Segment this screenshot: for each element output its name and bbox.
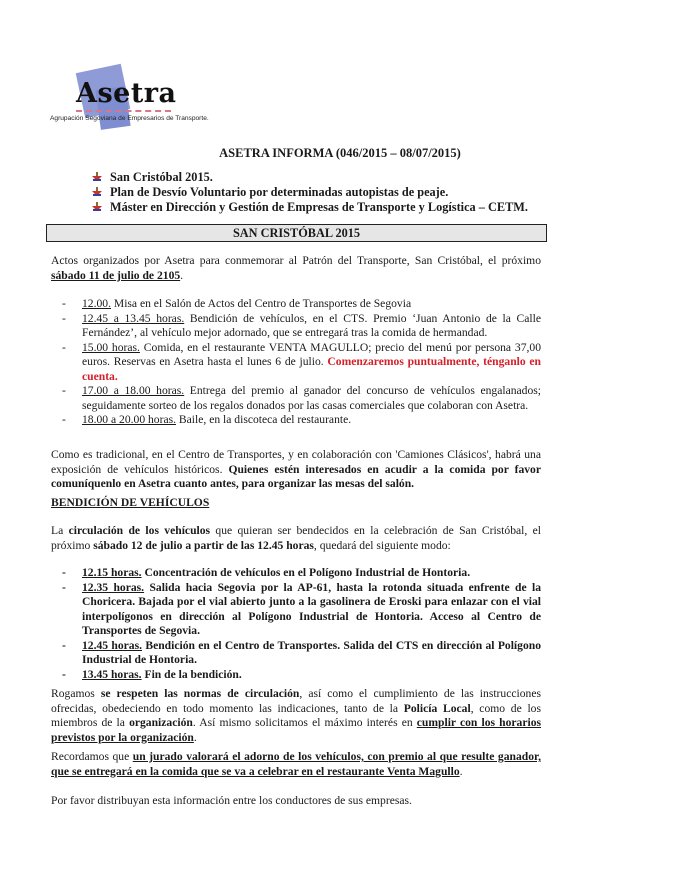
schedule-time: 12.00. <box>82 297 111 310</box>
step-text: Fin de la bendición. <box>141 667 242 681</box>
reminder-text: . <box>459 764 463 778</box>
topic-text: Máster en Dirección y Gestión de Empresas de Transporte y Logística – CETM. <box>110 200 528 214</box>
intro-end: . <box>180 268 184 282</box>
reminder-paragraph <box>51 750 541 779</box>
rules-bold: organización <box>129 716 193 729</box>
schedule-text: Bendición de vehículos, en el CTS. Premio ‘Juan Antonio de la Calle Fernández’, al vehículo mejor adornado, que se entregará tras la comida de hermandad. <box>82 311 541 339</box>
step-text: Concentración de vehículos en el Polígono Industrial de Hontoria. <box>141 566 471 579</box>
blessing-text: , quedará del siguiente modo: <box>313 538 451 552</box>
arrow-bullet-icon <box>92 172 102 183</box>
schedule-item: - 15.00 horas. Comida, en el restaurante VENTA MAGULLO; precio del menú por persona 37,00 euros. Reservas en Asetra hasta el lunes 6 de julio. Comenzaremos puntualmente, ténganlo en cuenta. <box>62 340 542 383</box>
step-text: Salida hacia Segovia por la AP-61, hasta la rotonda situada enfrente de la Choricera. Bajada por el vial abierto junto a la gasolinera de Eroski para enlazar con el vial interpolígonos en dirección al Polígono Industrial de Hontoria. Acceso al Centro de Transportes de Segovia. <box>82 580 541 637</box>
blessing-text: que quieran ser bendecidos en la celebración de San Cristóbal, el próximo <box>51 524 541 552</box>
page-title: ASETRA INFORMA (046/2015 – 08/07/2015) <box>219 146 461 160</box>
tradition-text: Como es tradicional, en el Centro de Transportes, y en colaboración con 'Camiones Clásicos', habrá una exposición de vehículos históricos. <box>51 448 541 476</box>
schedule-item: - 12.45 a 13.45 horas. Bendición de vehículos, en el CTS. Premio ‘Juan Antonio de la Calle Fernández’, al vehículo mejor adornado, que se entregará tras la comida de hermandad. <box>62 311 541 339</box>
topic-item <box>92 185 528 200</box>
intro-paragraph <box>51 254 541 283</box>
step-time: 13.45 horas. <box>82 667 142 681</box>
logo-name: Asetra <box>76 78 177 109</box>
schedule-time: 17.00 a 18.00 horas. <box>82 384 185 397</box>
topic-text: Plan de Desvío Voluntario por determinadas autopistas de peaje. <box>110 185 449 199</box>
schedule-text: Baile, en la discoteca del restaurante. <box>176 413 352 426</box>
schedule-time: 12.45 a 13.45 horas. <box>82 311 185 325</box>
closing-paragraph: Por favor distribuyan esta información entre los conductores de sus empresas. <box>51 794 412 807</box>
schedule-list <box>62 297 541 428</box>
tradition-bold: Quienes estén interesados en acudir a la comida por favor comuníquenlo en Asetra cuanto antes, para organizar las mesas del salón. <box>51 462 541 490</box>
blessing-heading: BENDICIÓN DE VEHÍCULOS <box>51 496 210 509</box>
topic-item <box>92 200 528 215</box>
schedule-item: - 18.00 a 20.00 horas. Baile, en la discoteca del restaurante. <box>62 413 352 426</box>
logo-dashed-line <box>76 110 171 112</box>
rules-text: Rogamos <box>51 687 101 700</box>
step-text: Bendición en el Centro de Transportes. Salida del CTS en dirección al Polígono Industrial de Hontoria. <box>82 638 541 666</box>
logo-subtitle: Agrupación Segoviana de Empresarios de Transporte. <box>50 115 209 122</box>
topic-text: San Cristóbal 2015. <box>110 170 213 184</box>
blessing-bold: sábado 12 de julio a partir de las 12.45 horas <box>93 538 314 552</box>
section-heading: SAN CRISTÓBAL 2015 <box>46 224 547 242</box>
rules-text: , así como el cumplimiento de las instrucciones ofrecidas, obedeciendo en todo momento las indicaciones, tanto de la <box>51 687 541 715</box>
event-date: sábado 11 de julio de 2105 <box>51 268 181 282</box>
topics-list <box>92 170 528 215</box>
schedule-time: 15.00 horas. <box>82 340 140 354</box>
blessing-steps <box>62 566 541 682</box>
tradition-paragraph <box>51 448 541 492</box>
blessing-step: - 13.45 horas. Fin de la bendición. <box>62 667 242 681</box>
rules-text: , como de los miembros de la <box>51 701 541 729</box>
rules-bold-underline: cumplir con los horarios previstos por la organización <box>51 716 542 744</box>
arrow-bullet-icon <box>92 187 102 198</box>
arrow-bullet-icon <box>92 202 102 213</box>
schedule-text: Misa en el Salón de Actos del Centro de Transportes de Segovia <box>110 297 412 310</box>
step-time: 12.45 horas. <box>82 638 143 652</box>
rules-paragraph <box>51 687 541 745</box>
schedule-item: - 17.00 a 18.00 horas. Entrega del premio al ganador del concurso de vehículos engalanados; seguidamente sorteo de los regalos donados por las casas comerciales que colaboran con Asetra. <box>62 384 541 412</box>
step-time: 12.15 horas. <box>82 566 142 579</box>
topic-item <box>92 170 528 185</box>
intro-text: Actos organizados por Asetra para conmemorar al Patrón del Transporte, San Cristóbal, el próximo <box>51 254 541 267</box>
rules-bold: Policía Local <box>403 701 471 715</box>
schedule-text: Entrega del premio al ganador del concurso de vehículos engalanados; seguidamente sorteo de los regalos donados por las casas comerciales que colaboran con Asetra. <box>82 384 541 412</box>
rules-bold: se respeten las normas de circulación <box>100 687 300 700</box>
blessing-step: - 12.15 horas. Concentración de vehículos en el Polígono Industrial de Hontoria. <box>62 566 471 579</box>
punctuality-warning: Comenzaremos puntualmente, ténganlo en cuenta. <box>82 355 541 383</box>
reminder-bold-underline: un jurado valorará el adorno de los vehículos, con premio al que resulte ganador, que se entregará en la comida que se va a celebrar en el restaurante Venta Magullo <box>51 750 541 778</box>
asetra-logo <box>50 60 220 135</box>
step-time: 12.35 horas. <box>82 580 145 594</box>
blessing-step: - 12.35 horas. Salida hacia Segovia por la AP-61, hasta la rotonda situada enfrente de la Choricera. Bajada por el vial abierto junto a la gasolinera de Eroski para enlazar con el vial interpolígonos en dirección al Polígono Industrial de Hontoria. Acceso al Centro de Transportes de Segovia. <box>62 580 541 637</box>
reminder-text: Recordamos que <box>51 750 133 763</box>
blessing-step: - 12.45 horas. Bendición en el Centro de Transportes. Salida del CTS en dirección al Polígono Industrial de Hontoria. <box>62 638 541 666</box>
schedule-text: Comida, en el restaurante VENTA MAGULLO; precio del menú por persona 37,00 euros. Reservas en Asetra hasta el lunes 6 de julio. <box>82 340 542 368</box>
schedule-time: 18.00 a 20.00 horas. <box>82 413 177 426</box>
rules-text: . Así mismo solicitamos el máximo interés en <box>192 716 417 729</box>
schedule-item: - 12.00. Misa en el Salón de Actos del Centro de Transportes de Segovia <box>62 297 412 310</box>
blessing-bold: circulación de los vehículos <box>68 524 211 537</box>
blessing-paragraph <box>51 524 541 553</box>
blessing-text: La <box>51 524 69 537</box>
rules-text: . <box>193 730 197 744</box>
